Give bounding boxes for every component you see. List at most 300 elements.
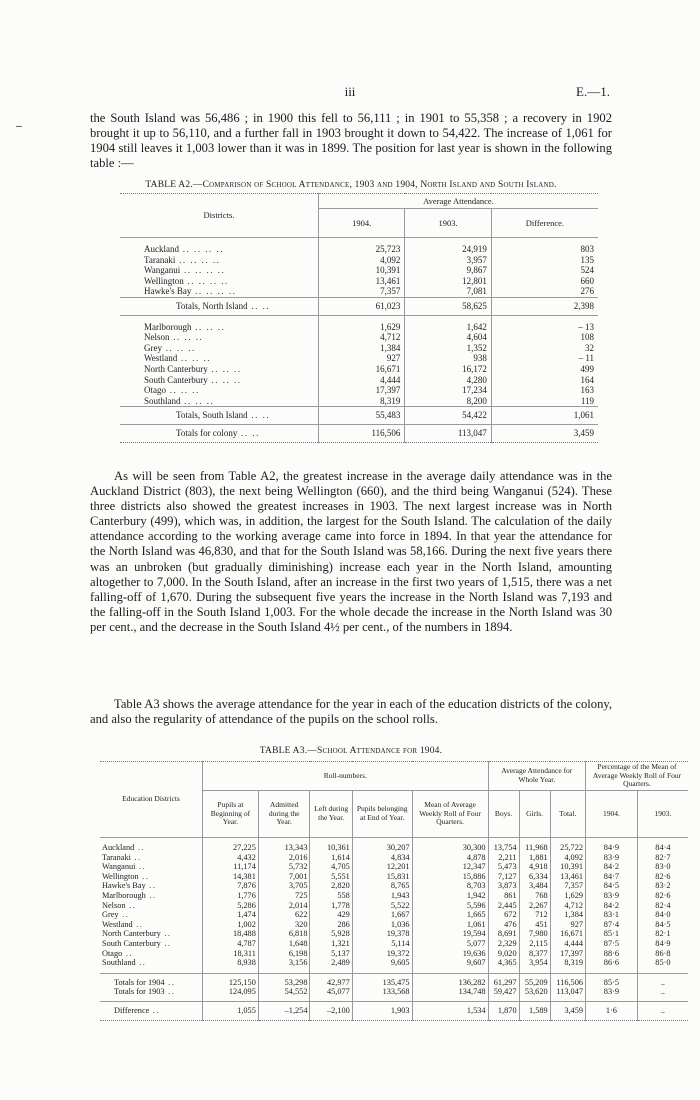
value-1904: 7,357: [319, 286, 405, 297]
leader-dots: .. .. ..: [191, 321, 226, 332]
south-island-rows: [120, 315, 598, 407]
cell-value: 18,488: [203, 929, 259, 939]
table-row: [120, 255, 598, 266]
cell-value: 82·6: [637, 891, 688, 901]
table-a2-caption: [90, 180, 612, 190]
cell-value: 84·5: [586, 881, 638, 891]
cell-value: 8,377: [519, 949, 550, 959]
cell-value: ..: [637, 1001, 688, 1020]
cell-value: 18,311: [203, 949, 259, 959]
column-header: 1904.: [586, 791, 638, 838]
value-difference: 135: [491, 255, 598, 266]
value-1903: 24,919: [405, 238, 491, 255]
cell-value: 7,980: [519, 929, 550, 939]
value-difference: 524: [491, 265, 598, 276]
cell-value: 5,522: [352, 901, 412, 911]
leader-dots: .. .. ..: [207, 363, 242, 374]
district-label: South Canterbury: [144, 374, 208, 385]
cell-value: 134,748: [412, 987, 488, 1001]
cell-value: 5,473: [488, 862, 519, 872]
leader-dots: ..: [132, 919, 144, 929]
cell-value: 5,551: [310, 872, 352, 882]
value-difference: 164: [491, 375, 598, 386]
district-name: [100, 910, 203, 920]
value-1904: 8,319: [319, 396, 405, 407]
margin-mark: [16, 126, 22, 127]
cell-value: 8,319: [550, 958, 585, 973]
district-name: [100, 901, 203, 911]
district-name: [100, 891, 203, 901]
value-1904: 116,506: [319, 424, 405, 442]
cell-value: 59,427: [488, 987, 519, 1001]
district-name: [120, 407, 319, 425]
cell-value: 7,876: [203, 881, 259, 891]
column-header: Girls.: [519, 791, 550, 838]
header-percentage: Percentage of the Mean of Average Weekly Roll of Four Quarters.: [586, 762, 689, 791]
header-roll-numbers: Roll-numbers.: [203, 762, 489, 791]
cell-value: 1,474: [203, 910, 259, 920]
district-label: Marlborough: [144, 321, 192, 332]
cell-value: 3,156: [258, 958, 310, 973]
cell-value: 30,300: [412, 838, 488, 853]
leader-dots: ..: [160, 938, 172, 948]
cell-value: 12,201: [352, 862, 412, 872]
cell-value: 7,001: [258, 872, 310, 882]
cell-value: 3,459: [550, 1001, 585, 1020]
north-island-total: [120, 297, 598, 315]
table-row: [100, 958, 688, 973]
cell-value: ..: [637, 973, 688, 987]
cell-value: 84·2: [586, 862, 638, 872]
cell-value: 2,211: [488, 853, 519, 863]
cell-value: 7,357: [550, 881, 585, 891]
cell-value: 1,061: [412, 920, 488, 930]
leader-dots: .. ..: [247, 410, 271, 421]
cell-value: 15,886: [412, 872, 488, 882]
value-1903: 17,234: [405, 385, 491, 396]
cell-value: –2,100: [310, 1001, 352, 1020]
value-1903: 113,047: [405, 424, 491, 442]
value-1903: 1,642: [405, 315, 491, 332]
cell-value: 1,384: [550, 910, 585, 920]
cell-value: 125,150: [203, 973, 259, 987]
value-difference: – 13: [491, 315, 598, 332]
table-row: [100, 920, 688, 930]
table-a3: [100, 761, 688, 1021]
cell-value: 45,077: [310, 987, 352, 1001]
table-row-total: [100, 987, 688, 1001]
cell-value: 83·2: [637, 881, 688, 891]
cell-value: 25,722: [550, 838, 585, 853]
header-districts: Districts.: [120, 194, 319, 238]
cell-value: 286: [310, 920, 352, 930]
value-1904: 17,397: [319, 385, 405, 396]
district-label: Grey: [144, 342, 162, 353]
cell-value: 19,636: [412, 949, 488, 959]
column-header: Pupils at Beginning of Year.: [203, 791, 259, 838]
table-row-total: [120, 407, 598, 425]
cell-value: 84·5: [637, 920, 688, 930]
cell-value: 9,605: [352, 958, 412, 973]
table-row: [100, 910, 688, 920]
cell-value: 1,002: [203, 920, 259, 930]
value-1903: 16,172: [405, 364, 491, 375]
district-label: Nelson: [102, 900, 126, 910]
cell-value: 85·5: [586, 973, 638, 987]
value-1903: 54,422: [405, 407, 491, 425]
value-difference: 660: [491, 276, 598, 287]
district-name: [120, 343, 319, 354]
leader-dots: ..: [135, 958, 147, 968]
cell-value: 82·7: [637, 853, 688, 863]
district-label: Totals, North Island: [176, 300, 248, 311]
cell-value: 9,020: [488, 949, 519, 959]
cell-value: 15,831: [352, 872, 412, 882]
cell-value: 82·4: [637, 901, 688, 911]
cell-value: 5,137: [310, 949, 352, 959]
cell-value: 86·6: [586, 958, 638, 973]
table-row: [120, 353, 598, 364]
value-difference: 119: [491, 396, 598, 407]
cell-value: 712: [519, 910, 550, 920]
value-1903: 58,625: [405, 297, 491, 315]
district-name: [120, 385, 319, 396]
cell-value: 27,225: [203, 838, 259, 853]
cell-value: 53,620: [519, 987, 550, 1001]
value-1903: 4,604: [405, 332, 491, 343]
leader-dots: ..: [122, 948, 134, 958]
cell-value: 2,489: [310, 958, 352, 973]
value-difference: 108: [491, 332, 598, 343]
table-row: [120, 385, 598, 396]
table-row-difference: [100, 1001, 688, 1020]
cell-value: 82·1: [637, 929, 688, 939]
cell-value: 6,198: [258, 949, 310, 959]
value-1903: 1,352: [405, 343, 491, 354]
cell-value: 1,870: [488, 1001, 519, 1020]
header-average-attendance-year: Average Attendance for Whole Year.: [488, 762, 585, 791]
cell-value: 1,321: [310, 939, 352, 949]
district-name: [100, 920, 203, 930]
leader-dots: ..: [145, 890, 157, 900]
cell-value: 1,614: [310, 853, 352, 863]
cell-value: 113,047: [550, 987, 585, 1001]
header-education-districts: Education Districts: [100, 762, 203, 838]
value-difference: 499: [491, 364, 598, 375]
cell-value: 14,381: [203, 872, 259, 882]
cell-value: 13,461: [550, 872, 585, 882]
cell-value: 2,329: [488, 939, 519, 949]
cell-value: 2,014: [258, 901, 310, 911]
cell-value: 61,297: [488, 973, 519, 987]
cell-value: 19,372: [352, 949, 412, 959]
district-name: [120, 332, 319, 343]
table-row-total: [120, 424, 598, 442]
leader-dots: ..: [138, 871, 150, 881]
value-1903: 938: [405, 353, 491, 364]
cell-value: 19,594: [412, 929, 488, 939]
district-name: [100, 973, 203, 987]
value-1903: 9,867: [405, 265, 491, 276]
cell-value: 6,818: [258, 929, 310, 939]
table-row: [120, 265, 598, 276]
district-label: North Canterbury: [144, 363, 208, 374]
value-difference: 3,459: [491, 424, 598, 442]
value-1904: 1,384: [319, 343, 405, 354]
table-row: [100, 901, 688, 911]
leader-dots: .. .. .. ..: [191, 286, 237, 297]
district-name: [120, 255, 319, 266]
district-name: [120, 396, 319, 407]
district-name: [100, 862, 203, 872]
table-row: [100, 891, 688, 901]
value-1904: 10,391: [319, 265, 405, 276]
cell-value: 86·8: [637, 949, 688, 959]
district-name: [100, 987, 203, 1001]
cell-value: 1,589: [519, 1001, 550, 1020]
district-label: Otago: [144, 385, 166, 396]
district-name: [100, 929, 203, 939]
cell-value: 83·9: [586, 891, 638, 901]
district-label: Totals for 1903: [114, 987, 165, 997]
header-average-attendance: Average Attendance.: [319, 194, 599, 209]
cell-value: 83·0: [637, 862, 688, 872]
cell-value: 87·4: [586, 920, 638, 930]
cell-value: 84·4: [637, 838, 688, 853]
district-label: Wellington: [144, 275, 184, 286]
value-1903: 12,801: [405, 276, 491, 287]
district-label: Totals, South Island: [176, 410, 248, 421]
cell-value: 5,286: [203, 901, 259, 911]
value-difference: 276: [491, 286, 598, 297]
cell-value: 451: [519, 920, 550, 930]
colony-total: [120, 424, 598, 442]
cell-value: 10,361: [310, 838, 352, 853]
leader-dots: .. .. ..: [207, 374, 242, 385]
value-1903: 8,200: [405, 396, 491, 407]
table-row: [100, 862, 688, 872]
district-name: [120, 353, 319, 364]
district-label: Westland: [144, 353, 178, 364]
cell-value: –1,254: [258, 1001, 310, 1020]
cell-value: 19,378: [352, 929, 412, 939]
cell-value: 4,444: [550, 939, 585, 949]
table-row: [100, 872, 688, 882]
value-1903: 3,957: [405, 255, 491, 266]
cell-value: 85·1: [586, 929, 638, 939]
district-label: Southland: [144, 395, 181, 406]
column-header: Boys.: [488, 791, 519, 838]
cell-value: 8,938: [203, 958, 259, 973]
cell-value: 16,671: [550, 929, 585, 939]
cell-value: 55,209: [519, 973, 550, 987]
cell-value: 1·6: [586, 1001, 638, 1020]
district-label: Hawke's Bay: [144, 286, 192, 297]
leader-dots: .. .. ..: [169, 332, 204, 343]
leader-dots: ..: [145, 881, 157, 891]
leader-dots: ..: [164, 987, 176, 997]
table-row-total: [100, 973, 688, 987]
cell-value: 3,873: [488, 881, 519, 891]
leader-dots: .. .. ..: [162, 342, 196, 353]
district-name: [120, 364, 319, 375]
leader-dots: ..: [164, 977, 176, 987]
table-a3-totals: [100, 973, 688, 1001]
value-1904: 55,483: [319, 407, 405, 425]
district-label: Grey: [102, 910, 119, 920]
cell-value: 53,298: [258, 973, 310, 987]
district-label: Auckland: [144, 244, 179, 254]
leader-dots: .. .. ..: [180, 395, 215, 406]
table-row: [120, 238, 598, 255]
cell-value: 725: [258, 891, 310, 901]
table-row: [100, 929, 688, 939]
cell-value: 17,397: [550, 949, 585, 959]
cell-value: 622: [258, 910, 310, 920]
cell-value: 768: [519, 891, 550, 901]
cell-value: 83·9: [586, 987, 638, 1001]
cell-value: 5,114: [352, 939, 412, 949]
cell-value: 5,928: [310, 929, 352, 939]
cell-value: 13,754: [488, 838, 519, 853]
paragraph-1: the South Island was 56,486 ; in 1900 this fell to 56,111 ; in 1901 to 55,358 ; a recovery in 1902 brought it up to 56,110, and a further fall in 1903 brought it down to 54,422. The increase of 1,061 for 1904 still leaves it 1,003 lower than it was in 1899. The position for last year is shown in the following table :—: [90, 111, 612, 171]
district-label: Totals for 1904: [114, 977, 165, 987]
table-a2-label: TABLE A2.: [145, 180, 193, 190]
cell-value: 13,343: [258, 838, 310, 853]
cell-value: 135,475: [352, 973, 412, 987]
table-row: [100, 881, 688, 891]
cell-value: 1,942: [412, 891, 488, 901]
value-1904: 25,723: [319, 238, 405, 255]
header-difference: Difference.: [491, 209, 598, 238]
cell-value: 4,365: [488, 958, 519, 973]
column-header: 1903.: [637, 791, 688, 838]
district-name: [120, 424, 319, 442]
cell-value: 8,765: [352, 881, 412, 891]
district-name: [100, 958, 203, 973]
value-difference: 2,398: [491, 297, 598, 315]
district-label: Otago: [102, 948, 123, 958]
table-a3-caption: [90, 746, 612, 756]
cell-value: 1,036: [352, 920, 412, 930]
cell-value: 2,115: [519, 939, 550, 949]
district-label: Auckland: [102, 843, 135, 852]
district-label: South Canterbury: [102, 938, 161, 948]
value-1904: 16,671: [319, 364, 405, 375]
leader-dots: ..: [134, 843, 145, 852]
cell-value: 1,629: [550, 891, 585, 901]
district-label: Hawke's Bay: [102, 881, 146, 891]
cell-value: 2,820: [310, 881, 352, 891]
cell-value: 5,077: [412, 939, 488, 949]
table-a3-difference: [100, 1001, 688, 1020]
district-name: [120, 276, 319, 287]
district-name: [100, 881, 203, 891]
south-island-total: [120, 407, 598, 425]
value-1904: 1,629: [319, 315, 405, 332]
district-label: Southland: [102, 958, 136, 968]
value-1904: 13,461: [319, 276, 405, 287]
cell-value: 12,347: [412, 862, 488, 872]
leader-dots: ..: [160, 929, 172, 939]
leader-dots: .. .. .. ..: [179, 244, 224, 254]
leader-dots: .. .. ..: [166, 385, 200, 396]
value-difference: 803: [491, 238, 598, 255]
leader-dots: ..: [135, 862, 147, 872]
table-row: [120, 286, 598, 297]
district-name: [100, 1001, 203, 1020]
cell-value: 116,506: [550, 973, 585, 987]
cell-value: 133,568: [352, 987, 412, 1001]
cell-value: 11,968: [519, 838, 550, 853]
district-name: [100, 853, 203, 863]
cell-value: 4,432: [203, 853, 259, 863]
value-1904: 4,444: [319, 375, 405, 386]
cell-value: 672: [488, 910, 519, 920]
paragraph-3: Table A3 shows the average attendance for the year in each of the education districts of the colony, and also the regularity of attendance of the pupils on the school rolls.: [90, 697, 612, 727]
cell-value: 1,665: [412, 910, 488, 920]
table-row: [120, 364, 598, 375]
cell-value: 320: [258, 920, 310, 930]
district-label: Wanganui: [102, 862, 136, 872]
cell-value: 5,596: [412, 901, 488, 911]
cell-value: 8,703: [412, 881, 488, 891]
value-1904: 927: [319, 353, 405, 364]
cell-value: 4,787: [203, 939, 259, 949]
column-header: Admitted during the Year.: [258, 791, 310, 838]
cell-value: 83·1: [586, 910, 638, 920]
table-a2: [120, 193, 598, 443]
district-name: [100, 939, 203, 949]
district-name: [120, 297, 319, 315]
cell-value: 10,391: [550, 862, 585, 872]
cell-value: 4,918: [519, 862, 550, 872]
cell-value: 927: [550, 920, 585, 930]
page-number: iii: [344, 84, 356, 99]
value-1904: 4,092: [319, 255, 405, 266]
district-label: Marlborough: [102, 890, 146, 900]
cell-value: 84·9: [637, 939, 688, 949]
district-name: [100, 872, 203, 882]
table-row: [100, 939, 688, 949]
cell-value: 1,778: [310, 901, 352, 911]
leader-dots: ..: [130, 852, 142, 862]
table-row: [100, 949, 688, 959]
cell-value: 1,903: [352, 1001, 412, 1020]
district-name: [120, 238, 319, 255]
cell-value: 84·9: [586, 838, 638, 853]
north-island-rows: [120, 238, 598, 298]
page-header: [90, 84, 610, 102]
cell-value: 4,712: [550, 901, 585, 911]
cell-value: 84·7: [586, 872, 638, 882]
column-header: Pupils belonging at End of Year.: [352, 791, 412, 838]
district-name: [120, 375, 319, 386]
cell-value: 4,878: [412, 853, 488, 863]
leader-dots: ..: [149, 1005, 161, 1015]
cell-value: 4,834: [352, 853, 412, 863]
cell-value: 2,445: [488, 901, 519, 911]
cell-value: 88·6: [586, 949, 638, 959]
value-1904: 61,023: [319, 297, 405, 315]
cell-value: 3,484: [519, 881, 550, 891]
district-name: [100, 949, 203, 959]
value-1903: 4,280: [405, 375, 491, 386]
table-row: [120, 276, 598, 287]
cell-value: ..: [637, 987, 688, 1001]
district-label: Taranaki: [144, 254, 176, 265]
table-a2-title: —Comparison of School Attendance, 1903 and 1904, North Island and South Island.: [192, 180, 557, 190]
